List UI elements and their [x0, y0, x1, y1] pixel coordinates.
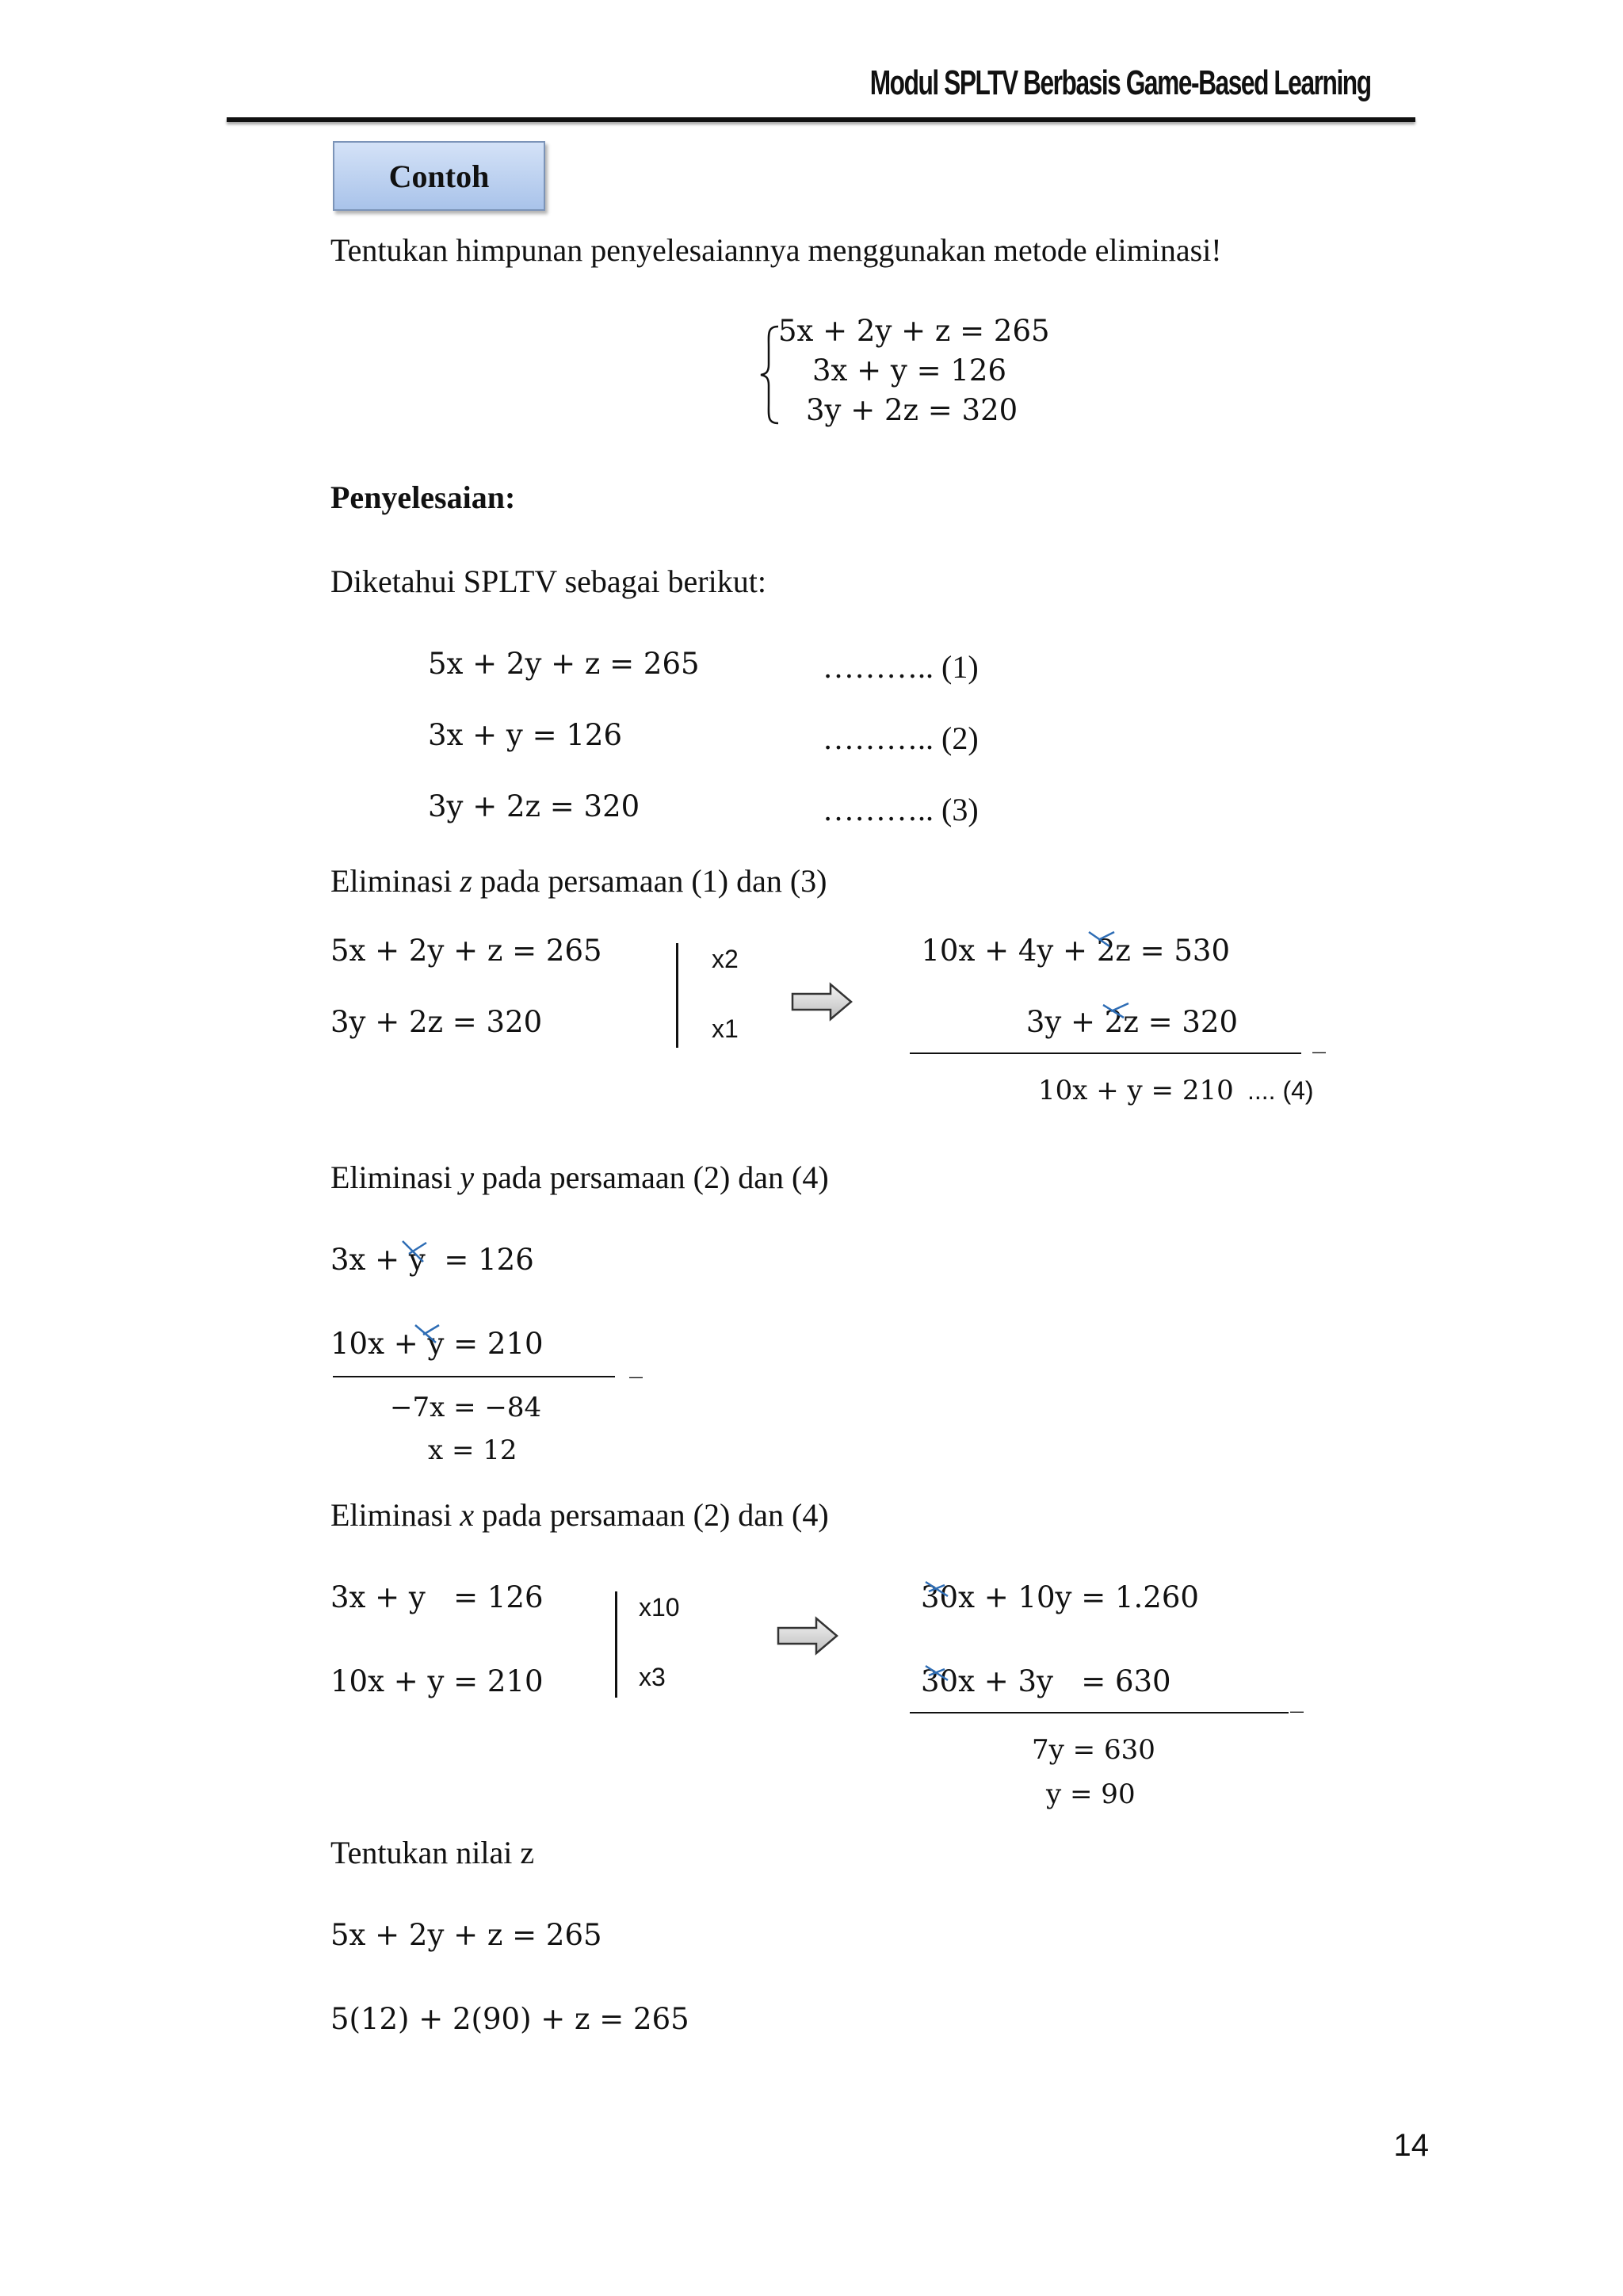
step2-result-1: −7x = −84	[390, 1392, 542, 1423]
step4-title: Tentukan nilai z	[330, 1835, 535, 1870]
step2-line-2: 10x + y = 210	[330, 1327, 544, 1361]
step1-sum-line	[910, 1052, 1301, 1054]
arrow-right-icon	[791, 983, 854, 1021]
contoh-label: Contoh	[388, 158, 490, 194]
known-eq-3: 3y + 2z = 320	[428, 789, 640, 823]
arrow-right-icon	[777, 1617, 840, 1655]
known-eq-1: 5x + 2y + z = 265	[428, 647, 700, 681]
system-eq-2: 3x + y = 126	[812, 353, 1006, 388]
header-title: Modul SPLTV Berbasis Game-Based Learning	[870, 63, 1371, 102]
step3-divider	[615, 1591, 617, 1698]
step1-result-ref: .... (4)	[1247, 1076, 1314, 1105]
cross-out-mark	[1098, 1000, 1146, 1040]
header-rule	[227, 117, 1415, 122]
known-ref-2: ……….. (2)	[823, 720, 979, 756]
step3-title: Eliminasi x pada persamaan (2) dan (4)	[330, 1497, 829, 1533]
solution-heading: Penyelesaian:	[330, 479, 516, 515]
step3-multiplier-2: x3	[639, 1663, 666, 1691]
step4-line-2: 5(12) + 2(90) + z = 265	[330, 2002, 689, 2036]
step1-left-eq-1: 5x + 2y + z = 265	[330, 934, 602, 968]
step2-sum-line	[333, 1376, 615, 1377]
step1-left-eq-2: 3y + 2z = 320	[330, 1005, 543, 1039]
step3-right-eq-2: 30x + 3y = 630	[921, 1664, 1171, 1698]
cross-out-mark	[921, 1577, 968, 1617]
cross-out-mark	[921, 1661, 968, 1701]
contoh-label-box	[333, 141, 545, 211]
step1-divider	[676, 943, 678, 1048]
system-eq-3: 3y + 2z = 320	[806, 393, 1018, 427]
known-eq-2: 3x + y = 126	[428, 718, 622, 752]
step2-minus-sign: _	[629, 1347, 643, 1379]
system-eq-1: 5x + 2y + z = 265	[778, 314, 1050, 348]
step3-sum-line	[910, 1712, 1289, 1713]
step4-line-1: 5x + 2y + z = 265	[330, 1918, 602, 1952]
step3-multiplier-1: x10	[639, 1593, 680, 1622]
step2-line-1: 3x + y = 126	[330, 1243, 534, 1277]
step3-result-1: 7y = 630	[1032, 1734, 1155, 1766]
known-intro: Diketahui SPLTV sebagai berikut:	[330, 563, 766, 599]
cross-out-mark	[1086, 929, 1133, 968]
problem-instruction: Tentukan himpunan penyelesaiannya menggunakan metode eliminasi!	[330, 232, 1222, 268]
known-ref-1: ……….. (1)	[823, 649, 979, 685]
step1-multiplier-1: x2	[712, 945, 739, 973]
step1-title: Eliminasi z pada persamaan (1) dan (3)	[330, 863, 827, 899]
step3-minus-sign: _	[1290, 1682, 1304, 1713]
step3-left-eq-2: 10x + y = 210	[330, 1664, 544, 1698]
step1-right-eq-1: 10x + 4y + 2z = 530	[921, 934, 1230, 968]
step1-multiplier-2: x1	[712, 1014, 739, 1043]
step3-right-eq-1: 30x + 10y = 1.260	[921, 1580, 1199, 1614]
step2-title: Eliminasi y pada persamaan (2) dan (4)	[330, 1159, 829, 1195]
step2-result-2: x = 12	[428, 1435, 517, 1466]
step1-right-eq-2: 3y + 2z = 320	[1025, 1005, 1238, 1039]
page-number: 14	[1393, 2128, 1429, 2163]
step1-minus-sign: _	[1312, 1022, 1326, 1054]
cross-out-mark	[412, 1320, 460, 1360]
cross-out-mark	[398, 1238, 445, 1278]
step3-left-eq-1: 3x + y = 126	[330, 1580, 544, 1614]
step3-result-2: y = 90	[1046, 1778, 1136, 1810]
step1-result: 10x + y = 210	[1038, 1075, 1234, 1106]
known-ref-3: ……….. (3)	[823, 792, 979, 827]
